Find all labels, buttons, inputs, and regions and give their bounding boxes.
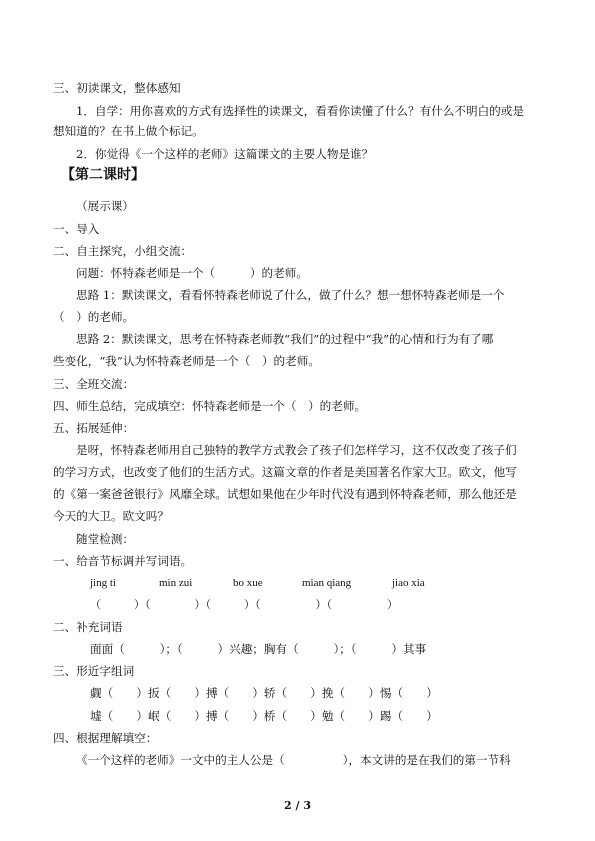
lesson-type-note: （展示课） [76,199,134,213]
section-heading: 一、导入 [53,222,100,236]
char-group-line: 觑（ ）扳（ ）搏（ ）轿（ ）挽（ ）惕（ ） [90,686,438,700]
paragraph-line: 思路 2：默读课文，思考在怀特森老师教“我们”的过程中“我”的心情和行为有了哪 [76,332,494,346]
paragraph-line: （ ）的老师。 [53,310,135,324]
section-three-heading: 三、初读课文，整体感知 [53,81,181,95]
paragraph-line: 2．你觉得《一个这样的老师》这篇课文的主要人物是谁？ [76,147,374,161]
section-heading: 一、给音节标调并写词语。 [53,554,193,568]
fill-words-line: 面面（ ）；（ ）兴趣；胸有（ ）；（ ）其事 [90,642,427,656]
paragraph-line: 的学习方式，也改变了他们的生活方式。这篇文章的作者是美国著名作家大卫。欧文，他写 [53,465,517,479]
section-heading: 五、拓展延伸： [53,421,135,435]
section-heading: 三、全班交流： [53,377,135,391]
section-heading: 三、形近字组词 [53,664,135,678]
paragraph-line: 问题：怀特森老师是一个（ ）的老师。 [76,266,308,280]
lesson-two-title: 【第二课时】 [61,167,145,183]
pinyin-item: mian qiang [302,577,352,589]
section-heading: 二、自主探究，小组交流： [53,244,193,258]
answer-blanks: （ ）（ ）（ ）（ ）（ ） [90,598,398,611]
section-heading: 二、补充词语 [53,620,123,634]
paragraph-line: 今天的大卫。欧文吗？ [53,509,169,523]
pinyin-item: bo xue [233,577,263,589]
paragraph-line: 想知道的？在书上做个标记。 [53,124,204,138]
pinyin-item: min zui [159,577,193,589]
pinyin-item: jiao xia [392,577,425,589]
paragraph-line: 的《第一案爸爸银行》风靡全球。试想如果他在少年时代没有遇到怀特森老师，那么他还是 [53,487,517,501]
paragraph-line: 《一个这样的老师》一文中的主人公是（ ），本文讲的是在我们的第一节科 [76,753,511,767]
paragraph-line: 1．自学：用你喜欢的方式有选择性的读课文，看看你读懂了什么？有什么不明白的或是 [76,104,524,118]
char-group-line: 墟（ ）岷（ ）搏（ ）桥（ ）勉（ ）踢（ ） [90,709,438,723]
paragraph-line: 思路 1：默读课文，看看怀特森老师说了什么，做了什么？想一想怀特森老师是一个 [76,288,505,302]
section-heading: 四、师生总结，完成填空：怀特森老师是一个（ ）的老师。 [53,399,367,413]
paragraph-line: 些变化，“我”认为怀特森老师是一个（ ）的老师。 [53,354,320,368]
page-number: 2 / 3 [284,799,311,812]
paragraph-line: 是呀，怀特森老师用自己独特的教学方式教会了孩子们怎样学习，这不仅改变了孩子们 [76,443,517,457]
pinyin-item: jing ti [90,577,116,589]
section-heading: 四、根据理解填空： [53,731,158,745]
quiz-heading: 随堂检测： [76,532,134,546]
